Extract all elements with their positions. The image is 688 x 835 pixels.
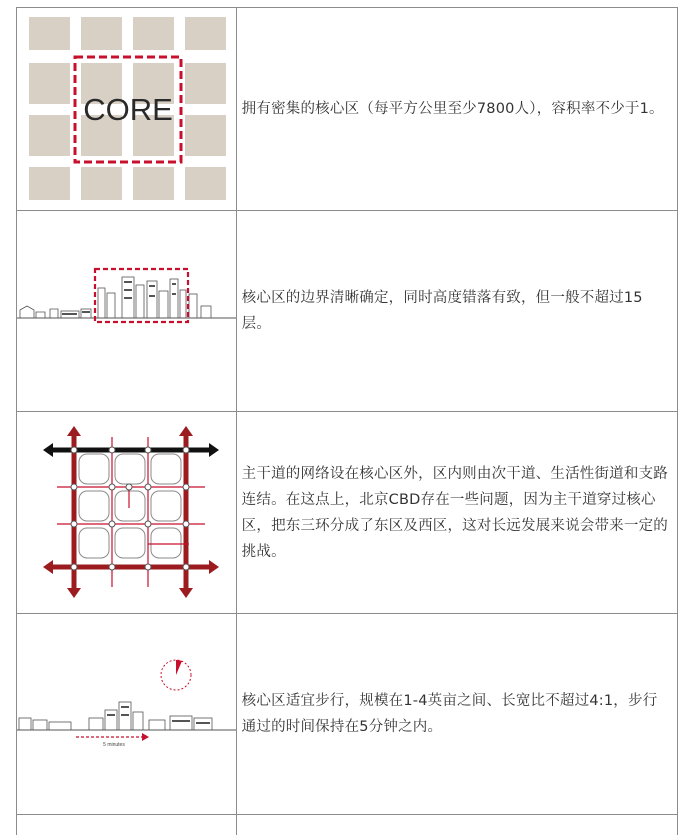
core-density-diagram [17,8,237,210]
table-row [17,412,678,614]
road-network-diagram [17,412,237,613]
text-cell [237,412,678,613]
row-text: 主干道的网络设在核心区外，区内则由次干道、生活性街道和支路连结。在这点上，北京CBD存在一些问题，因为主干道穿过核心区，把东三环分成了东区及西区，这对长远发展来说会带来一定的挑战。 [241,465,668,560]
empty-text-cell [237,815,678,835]
table-row [17,211,678,412]
text-cell [237,8,678,210]
table-row [17,614,678,815]
table-row [17,815,678,835]
table-row [17,8,678,211]
empty-image-cell [17,815,237,835]
walkability-diagram [17,614,237,814]
skyline-diagram [17,211,237,411]
text-cell [237,614,678,814]
row-text: 拥有密集的核心区（每平方公里至少7800人），容积率不少于1。 [241,101,664,117]
core-label: CORE [83,92,173,127]
row-text: 核心区的边界清晰确定，同时高度错落有致，但一般不超过15层。 [241,290,643,332]
content-table [16,7,678,835]
text-cell [237,211,678,411]
walk-time-label: 5 minutes [103,742,125,748]
row-text: 核心区适宜步行，规模在1-4英亩之间、长宽比不超过4:1，步行通过的时间保持在5分钟之内。 [241,693,658,735]
